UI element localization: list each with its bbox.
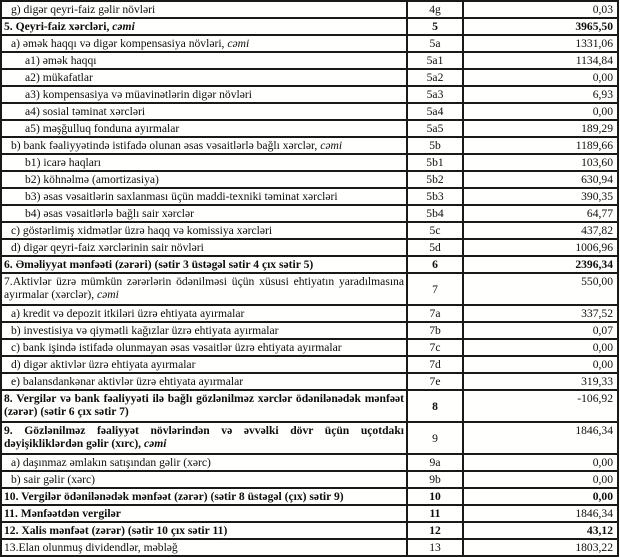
row-description-text: 13.Elan olunmuş dividendlər, məbləğ bbox=[4, 541, 178, 554]
table-row bbox=[1, 488, 618, 505]
row-description-text: a) kredit və depozit itkiləri üzrə ehtiyata ayırmalar bbox=[11, 307, 245, 320]
row-code: 5a4 bbox=[407, 103, 463, 120]
row-description-text: d) digər aktivlər üzrə ehtiyata ayırmalar bbox=[11, 358, 196, 371]
table-row bbox=[1, 1, 618, 18]
table-row bbox=[1, 454, 618, 471]
table-row bbox=[1, 339, 618, 356]
table-row bbox=[1, 471, 618, 488]
row-description-text: a3) kompensasiya və müavinətlərin digər növləri bbox=[25, 88, 252, 101]
row-code: 5d bbox=[407, 239, 463, 256]
row-description-text: b2) köhnəlmə (amortizasiya) bbox=[25, 173, 159, 186]
table-row bbox=[1, 205, 618, 222]
row-description bbox=[1, 373, 407, 390]
row-code: 7d bbox=[407, 356, 463, 373]
row-description-text: b3) əsas vəsaitlərin saxlanması üçün maddi-texniki təminat xərcləri bbox=[25, 190, 338, 203]
row-code: 5a1 bbox=[407, 52, 463, 69]
row-code: 5b bbox=[407, 137, 463, 154]
row-description-text: 11. Mənfəətdən vergilər bbox=[4, 507, 121, 520]
table-row bbox=[1, 422, 618, 454]
row-code: 5 bbox=[407, 18, 463, 35]
row-description-italic-suffix: cəmi bbox=[320, 139, 343, 152]
row-value: 2396,34 bbox=[463, 256, 618, 273]
row-value: 0,00 bbox=[463, 454, 618, 471]
row-code: 9a bbox=[407, 454, 463, 471]
row-description bbox=[1, 454, 407, 471]
row-description bbox=[1, 339, 407, 356]
row-description-text: a) daşınmaz əmlakın satışından gəlir (xərc) bbox=[11, 456, 211, 469]
row-value: 3965,50 bbox=[463, 18, 618, 35]
row-value: 390,35 bbox=[463, 188, 618, 205]
row-code: 7c bbox=[407, 339, 463, 356]
row-description-italic-suffix: cəmi bbox=[143, 437, 167, 450]
row-description bbox=[1, 1, 407, 18]
row-description bbox=[1, 171, 407, 188]
row-value: 0,00 bbox=[463, 356, 618, 373]
row-description-text: 8. Vergilər və bank fəaliyyəti ilə bağlı gözlənilməz xərclər ödənilənədək mənfəət (zərər) (sətir 6 çıx sətir 7) bbox=[4, 392, 404, 418]
row-description-text: 9. Gözlənilməz fəaliyyət növlərindən və əvvəlki dövr üçün uçotdakı dəyişikliklərdən gəlir (xırc), bbox=[4, 424, 404, 450]
row-value: 64,77 bbox=[463, 205, 618, 222]
row-value: 43,12 bbox=[463, 522, 618, 539]
row-description bbox=[1, 35, 407, 52]
row-value: 319,33 bbox=[463, 373, 618, 390]
row-value: 1331,06 bbox=[463, 35, 618, 52]
row-code: 9b bbox=[407, 471, 463, 488]
row-description-text: a) əmək haqqı və digər kompensasiya növləri, bbox=[11, 37, 228, 50]
row-value: 0,03 bbox=[463, 1, 618, 18]
table-row bbox=[1, 171, 618, 188]
row-value: 6,93 bbox=[463, 86, 618, 103]
row-description-text: 5. Qeyri-faiz xərcləri, bbox=[4, 20, 113, 33]
row-description bbox=[1, 273, 407, 305]
row-value: 0,00 bbox=[463, 69, 618, 86]
row-code: 4g bbox=[407, 1, 463, 18]
table-row bbox=[1, 222, 618, 239]
row-code: 5b2 bbox=[407, 171, 463, 188]
row-description-text: 10. Vergilər ödənilənədək mənfəət (zərər) (sətir 8 üstəgəl (çıx) sətir 9) bbox=[4, 490, 344, 503]
table-row bbox=[1, 137, 618, 154]
row-description bbox=[1, 356, 407, 373]
row-description-text: b) sair gəlir (xərc) bbox=[11, 473, 96, 486]
row-description bbox=[1, 154, 407, 171]
row-description-text: c) göstərlimiş xidmətlər üzrə haqq və komissiya xərcləri bbox=[11, 224, 273, 237]
row-code: 5c bbox=[407, 222, 463, 239]
row-description bbox=[1, 69, 407, 86]
table-row bbox=[1, 69, 618, 86]
row-value: 1846,34 bbox=[463, 505, 618, 522]
table-row bbox=[1, 52, 618, 69]
table-row bbox=[1, 103, 618, 120]
row-value: 0,00 bbox=[463, 339, 618, 356]
row-value: 0,00 bbox=[463, 103, 618, 120]
table-row bbox=[1, 322, 618, 339]
row-description-text: b) investisiya və qiymətli kağızlar üzrə ehtiyata ayırmalar bbox=[11, 324, 279, 337]
row-description bbox=[1, 222, 407, 239]
table-row bbox=[1, 390, 618, 422]
row-value: 630,94 bbox=[463, 171, 618, 188]
row-code: 5b3 bbox=[407, 188, 463, 205]
row-description-text: c) bank işində istifadə olunmayan əsas vəsaitlər üzrə ehtiyata ayırmalar bbox=[11, 341, 342, 354]
row-value: 189,29 bbox=[463, 120, 618, 137]
row-code: 5b4 bbox=[407, 205, 463, 222]
row-description bbox=[1, 256, 407, 273]
row-description bbox=[1, 522, 407, 539]
row-code: 5a3 bbox=[407, 86, 463, 103]
row-description-text: b1) icarə haqları bbox=[25, 156, 101, 169]
row-value: 1803,22 bbox=[463, 539, 618, 556]
row-value: 0,00 bbox=[463, 471, 618, 488]
table-row bbox=[1, 273, 618, 305]
row-description-text: g) digər qeyri-faiz gəlir növləri bbox=[11, 3, 156, 16]
table-row bbox=[1, 18, 618, 35]
table-row bbox=[1, 35, 618, 52]
row-code: 7 bbox=[407, 273, 463, 305]
row-description bbox=[1, 239, 407, 256]
row-code: 12 bbox=[407, 522, 463, 539]
row-description-text: 6. Əməliyyat mənfəəti (zərəri) (sətir 3 üstəgəl sətir 4 çıx sətir 5) bbox=[4, 258, 314, 271]
table-row bbox=[1, 356, 618, 373]
table-row bbox=[1, 86, 618, 103]
row-description bbox=[1, 390, 407, 422]
table-row bbox=[1, 256, 618, 273]
row-value: 0,00 bbox=[463, 488, 618, 505]
table-row bbox=[1, 373, 618, 390]
table-row bbox=[1, 120, 618, 137]
row-description bbox=[1, 120, 407, 137]
row-value: -106,92 bbox=[463, 390, 618, 422]
row-description-text: a5) məşğulluq fonduna ayırmalar bbox=[25, 122, 180, 135]
row-description bbox=[1, 422, 407, 454]
row-description-text: b) bank fəaliyyətində istifadə olunan əsas vəsaitlərlə bağlı xərclər, bbox=[11, 139, 321, 152]
table-row bbox=[1, 539, 618, 556]
row-code: 8 bbox=[407, 390, 463, 422]
row-description bbox=[1, 305, 407, 322]
row-code: 9 bbox=[407, 422, 463, 454]
row-description bbox=[1, 86, 407, 103]
row-code: 5a bbox=[407, 35, 463, 52]
row-description-italic-suffix: cəmi bbox=[227, 37, 250, 50]
row-description bbox=[1, 505, 407, 522]
row-value: 1189,66 bbox=[463, 137, 618, 154]
table-row bbox=[1, 305, 618, 322]
row-code: 6 bbox=[407, 256, 463, 273]
row-description-text: e) balansdankənar aktivlər üzrə ehtiyata ayırmalar bbox=[11, 375, 244, 388]
table-row bbox=[1, 239, 618, 256]
row-description-text: a2) mükafatlar bbox=[25, 71, 93, 84]
row-description bbox=[1, 52, 407, 69]
row-code: 5a2 bbox=[407, 69, 463, 86]
row-description-italic-suffix: cəmi bbox=[112, 20, 135, 33]
row-value: 550,00 bbox=[463, 273, 618, 305]
row-value: 103,60 bbox=[463, 154, 618, 171]
row-value: 1006,96 bbox=[463, 239, 618, 256]
row-description-text: a4) sosial təminat xərcləri bbox=[25, 105, 146, 118]
row-value: 337,52 bbox=[463, 305, 618, 322]
row-code: 10 bbox=[407, 488, 463, 505]
row-code: 5a5 bbox=[407, 120, 463, 137]
row-description-text: b4) əsas vəsaitlərlə bağlı sair xərclər bbox=[25, 207, 194, 220]
row-description-text: 7.Aktivlər üzrə mümkün zərərlərin ödənilməsi üçün xüsusi ehtiyatın yaradılmasına ayırmalar (xərclər), bbox=[4, 275, 404, 301]
row-value: 437,82 bbox=[463, 222, 618, 239]
row-description-text: d) digər qeyri-faiz xərclərinin sair növləri bbox=[11, 241, 204, 254]
row-code: 13 bbox=[407, 539, 463, 556]
row-description bbox=[1, 322, 407, 339]
row-description bbox=[1, 188, 407, 205]
table-row bbox=[1, 154, 618, 171]
row-description bbox=[1, 205, 407, 222]
row-value: 1846,34 bbox=[463, 422, 618, 454]
row-description-italic-suffix: cəmi bbox=[97, 288, 119, 301]
row-description bbox=[1, 18, 407, 35]
row-code: 7e bbox=[407, 373, 463, 390]
row-value: 0,07 bbox=[463, 322, 618, 339]
row-description bbox=[1, 103, 407, 120]
row-code: 7b bbox=[407, 322, 463, 339]
row-code: 5b1 bbox=[407, 154, 463, 171]
table-body bbox=[1, 1, 618, 556]
row-description bbox=[1, 488, 407, 505]
row-description-text: a1) əmək haqqı bbox=[25, 54, 97, 67]
table-row bbox=[1, 522, 618, 539]
row-description bbox=[1, 471, 407, 488]
table-row bbox=[1, 188, 618, 205]
row-description-text: 12. Xalis mənfəət (zərər) (sətir 10 çıx sətir 11) bbox=[4, 524, 228, 537]
row-code: 7a bbox=[407, 305, 463, 322]
row-description bbox=[1, 137, 407, 154]
row-value: 1134,84 bbox=[463, 52, 618, 69]
row-description bbox=[1, 539, 407, 556]
row-code: 11 bbox=[407, 505, 463, 522]
table-row bbox=[1, 505, 618, 522]
